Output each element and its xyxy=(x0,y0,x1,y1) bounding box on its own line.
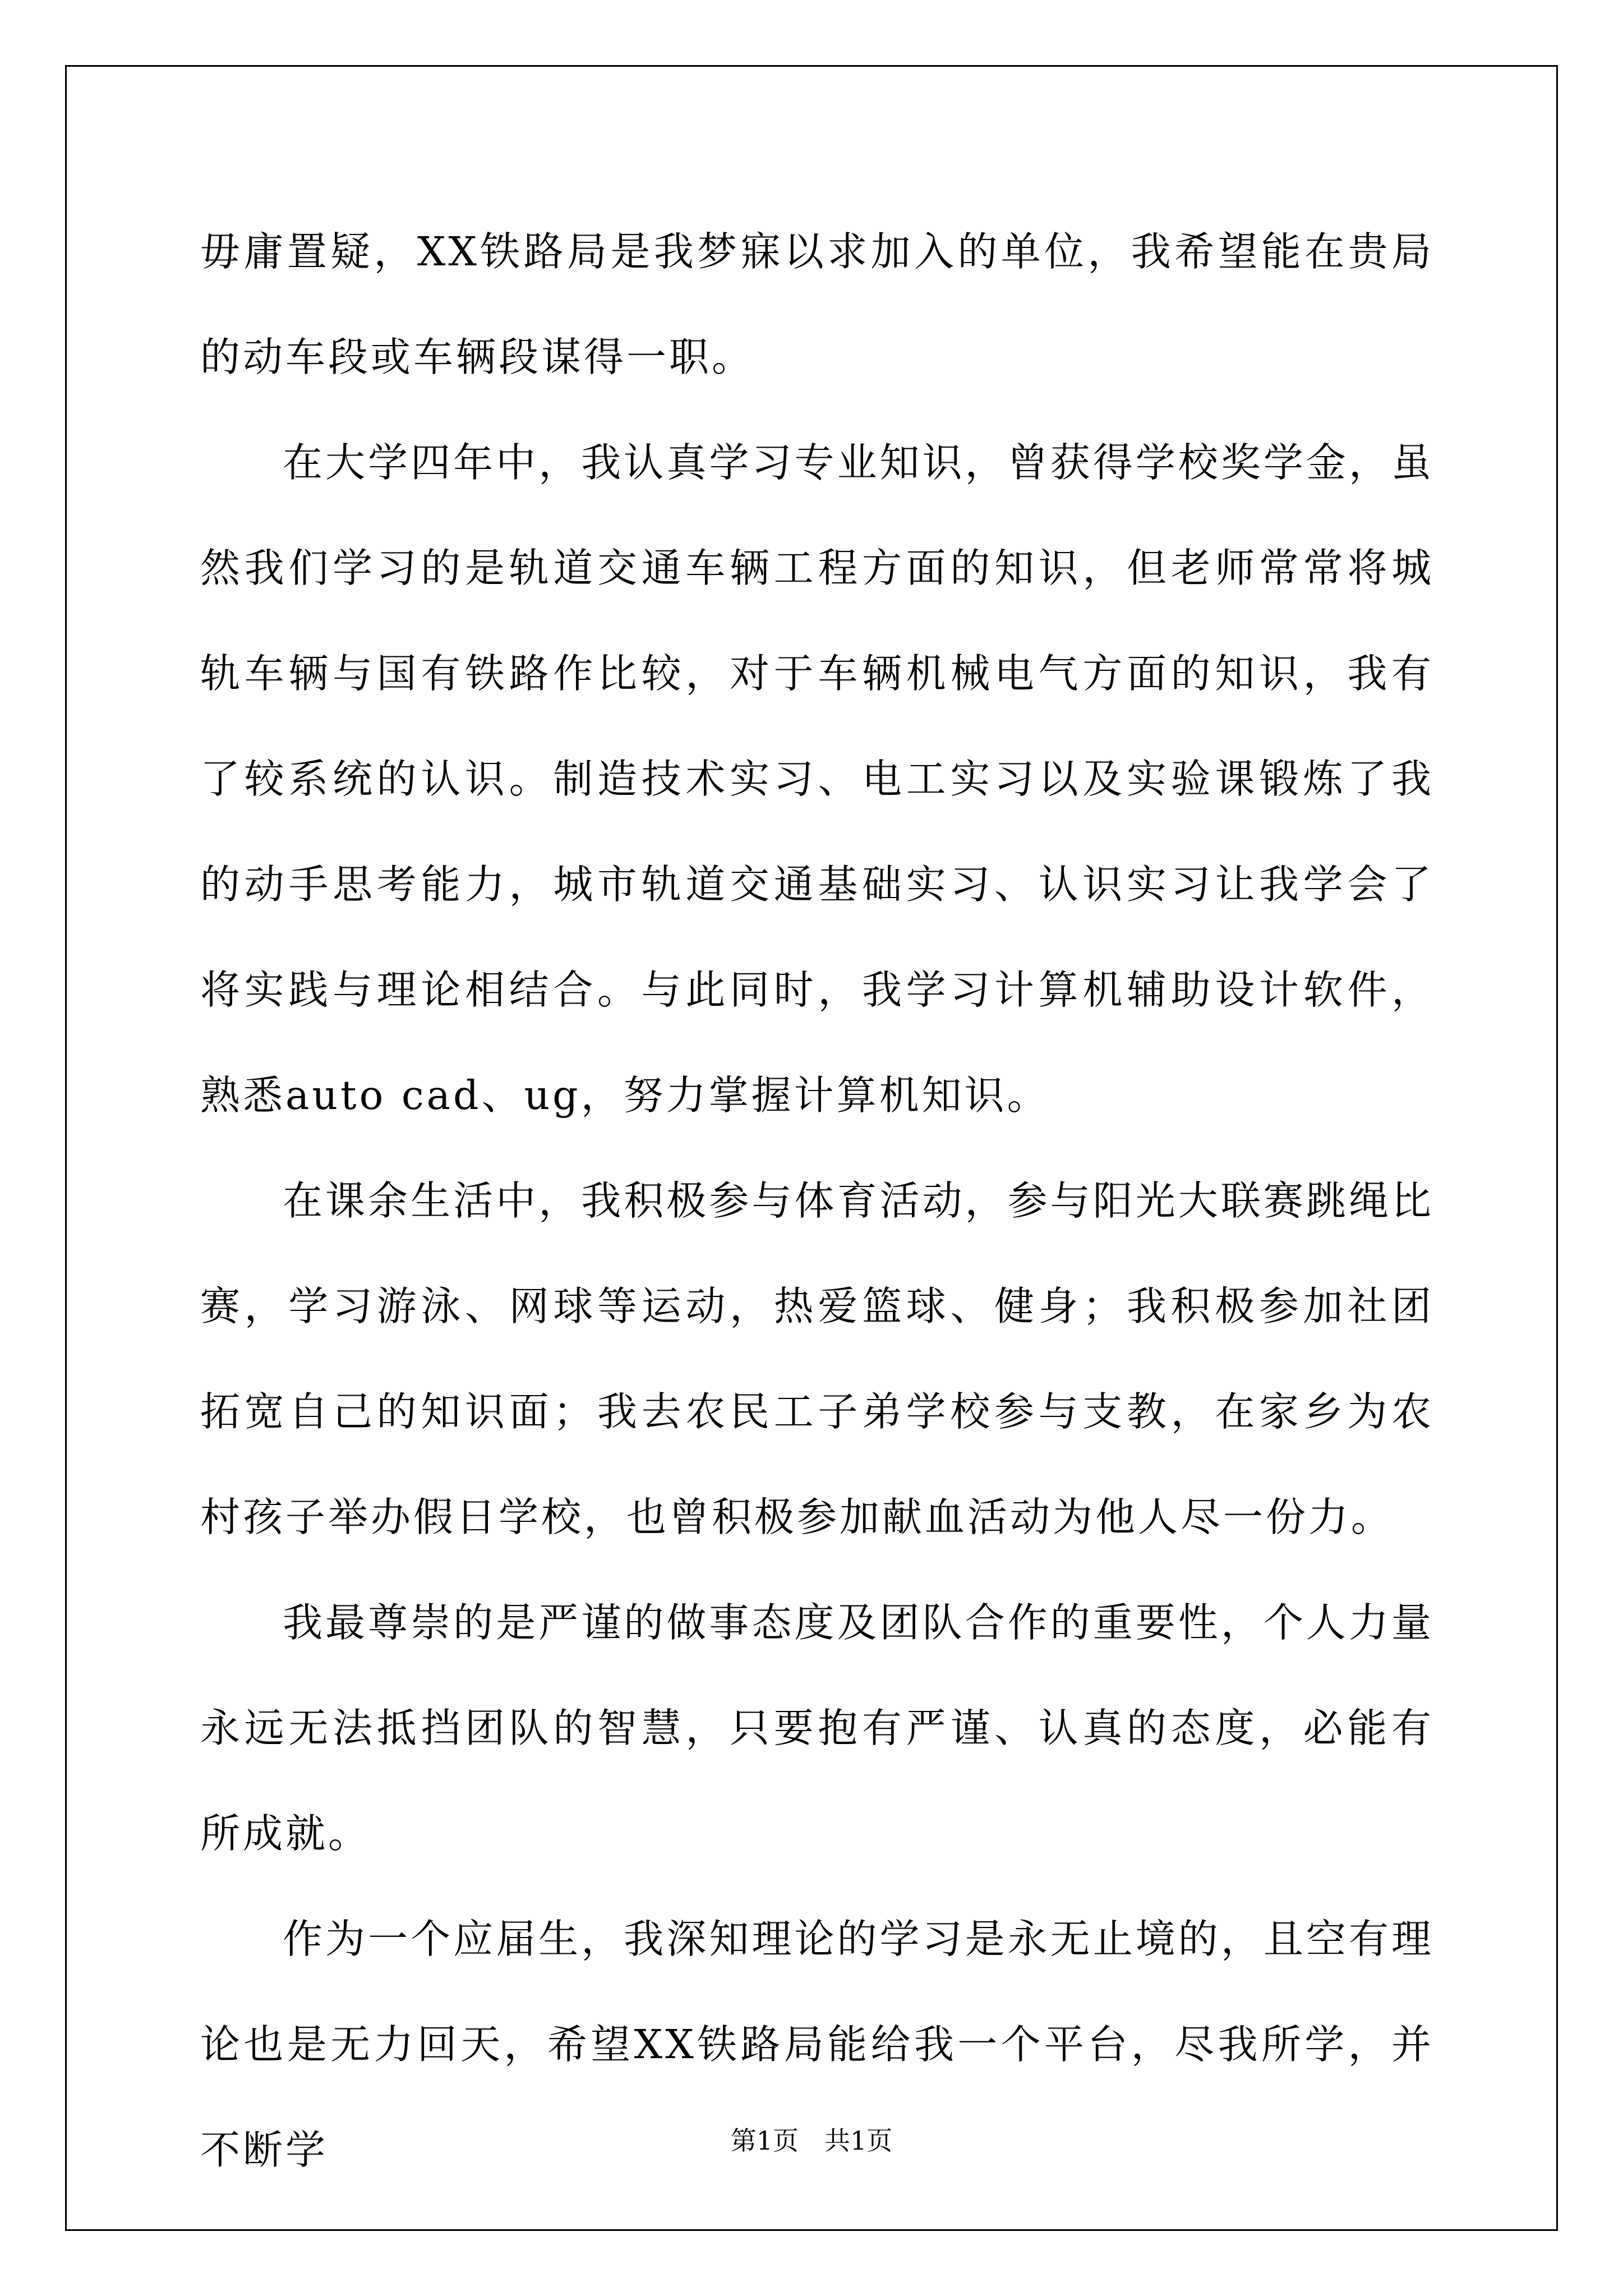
page-number: 第1页 xyxy=(730,2125,799,2156)
paragraph-4: 我最尊崇的是严谨的做事态度及团队合作的重要性，个人力量永远无法抵挡团队的智慧，只要抱有严谨、认真的态度，必能有所成就。 xyxy=(200,1599,1434,1857)
paragraph-5: 作为一个应届生，我深知理论的学习是永无止境的，且空有理论也是无力回天，希望XX铁路局能给我一个平台，尽我所学，并不断学 xyxy=(200,1916,1434,2173)
document-body xyxy=(200,199,1434,2203)
paragraph-1: 毋庸置疑，XX铁路局是我梦寐以求加入的单位，我希望能在贵局的动车段或车辆段谋得一职。 xyxy=(200,228,1434,380)
page-footer xyxy=(0,2124,1623,2157)
page-total: 共1页 xyxy=(824,2125,893,2156)
paragraph-3: 在课余生活中，我积极参与体育活动，参与阳光大联赛跳绳比赛，学习游泳、网球等运动，热爱篮球、健身；我积极参加社团拓宽自己的知识面；我去农民工子弟学校参与支教，在家乡为农村孩子举办假日学校，也曾积极参加献血活动为他人尽一份力。 xyxy=(200,1177,1434,1540)
paragraph-2: 在大学四年中，我认真学习专业知识，曾获得学校奖学金，虽然我们学习的是轨道交通车辆工程方面的知识，但老师常常将城轨车辆与国有铁路作比较，对于车辆机械电气方面的知识，我有了较系统的认识。制造技术实习、电工实习以及实验课锻炼了我的动手思考能力，城市轨道交通基础实习、认识实习让我学会了将实践与理论相结合。与此同时，我学习计算机辅助设计软件，熟悉auto cad、ug，努力掌握计算机知识。 xyxy=(200,439,1434,1119)
